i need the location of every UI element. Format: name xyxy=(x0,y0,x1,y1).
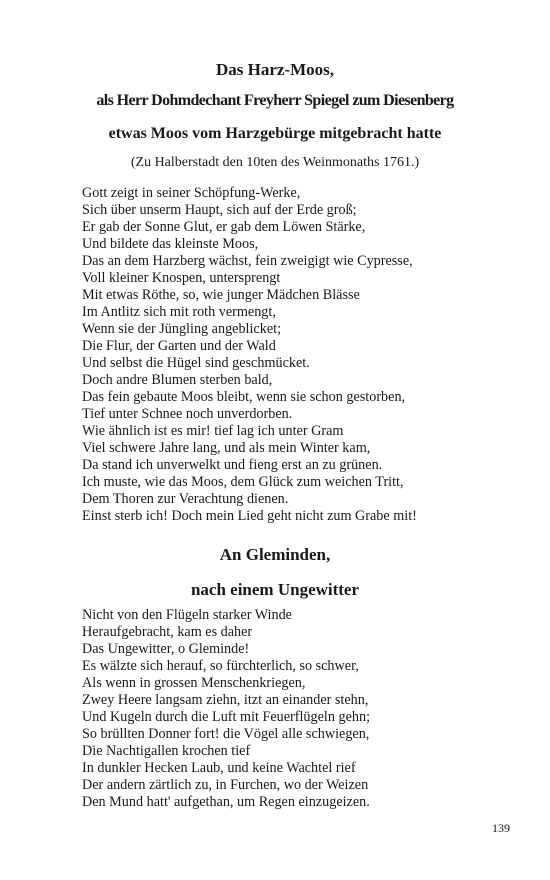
verse-line: Tief unter Schnee noch unverdorben. xyxy=(82,406,293,422)
verse-line: Der andern zärtlich zu, in Furchen, wo der Weizen xyxy=(82,777,369,793)
poem2-title: An Gleminden, xyxy=(219,545,331,564)
verse-line: Als wenn in grossen Menschenkriegen, xyxy=(82,675,306,691)
verse-line: Die Flur, der Garten und der Wald xyxy=(82,338,276,354)
verse-line: In dunkler Hecken Laub, und keine Wachtel rief xyxy=(82,760,356,776)
verse-line: Sich über unserm Haupt, sich auf der Erde groß; xyxy=(82,202,357,218)
verse-line: Es wälzte sich herauf, so fürchterlich, so schwer, xyxy=(82,658,359,674)
verse-line: Voll kleiner Knospen, untersprengt xyxy=(82,270,281,286)
poem1-title: Das Harz-Moos, xyxy=(215,60,335,79)
verse-line: Da stand ich unverwelkt und fieng erst an zu grünen. xyxy=(82,457,383,473)
poem1-title-line3: etwas Moos vom Harzgebürge mitgebracht hatte xyxy=(108,125,442,142)
verse-line: Zwey Heere langsam ziehn, itzt an einander stehn, xyxy=(82,692,369,708)
verse-line: Er gab der Sonne Glut, er gab dem Löwen Stärke, xyxy=(82,219,366,235)
verse-line: Heraufgebracht, kam es daher xyxy=(82,624,253,640)
verse-line: Wenn sie der Jüngling angeblicket; xyxy=(82,321,282,337)
poem2-verses xyxy=(82,607,370,811)
page-number: 139 xyxy=(492,821,510,835)
verse-line: So brüllten Donner fort! die Vögel alle schwiegen, xyxy=(82,726,370,742)
verse-line: Ich muste, wie das Moos, dem Glück zum weichen Tritt, xyxy=(82,474,404,490)
verse-line: Und bildete das kleinste Moos, xyxy=(82,236,259,252)
poem2-title-line2: nach einem Ungewitter xyxy=(190,580,360,599)
verse-line: Mit etwas Röthe, so, wie junger Mädchen Blässe xyxy=(82,287,360,303)
verse-line: Im Antlitz sich mit roth vermengt, xyxy=(82,304,276,320)
poem1-title-line2: als Herr Dohmdechant Freyherr Spiegel zum Diesenberg xyxy=(96,92,454,109)
verse-line: Das an dem Harzberg wächst, fein zweigigt wie Cypresse, xyxy=(82,253,413,269)
poem1-verses xyxy=(82,185,417,525)
verse-line: Wie ähnlich ist es mir! tief lag ich unter Gram xyxy=(82,423,344,439)
verse-line: Den Mund hatt' aufgethan, um Regen einzugeizen. xyxy=(82,794,370,810)
verse-line: Gott zeigt in seiner Schöpfung-Werke, xyxy=(82,185,301,201)
verse-line: Doch andre Blumen sterben bald, xyxy=(82,372,273,388)
verse-line: Nicht von den Flügeln starker Winde xyxy=(82,607,292,623)
verse-line: Viel schwere Jahre lang, und als mein Winter kam, xyxy=(82,440,371,456)
verse-line: Dem Thoren zur Verachtung dienen. xyxy=(82,491,289,507)
verse-line: Und selbst die Hügel sind geschmücket. xyxy=(82,355,310,371)
poem1-subtitle: (Zu Halberstadt den 10ten des Weinmonaths 1761.) xyxy=(130,155,420,170)
verse-line: Die Nachtigallen krochen tief xyxy=(82,743,251,759)
verse-line: Das Ungewitter, o Gleminde! xyxy=(82,641,250,657)
verse-line: Einst sterb ich! Doch mein Lied geht nicht zum Grabe mit! xyxy=(82,508,417,524)
verse-line: Das fein gebaute Moos bleibt, wenn sie schon gestorben, xyxy=(82,389,406,405)
verse-line: Und Kugeln durch die Luft mit Feuerflügeln gehn; xyxy=(82,709,371,725)
